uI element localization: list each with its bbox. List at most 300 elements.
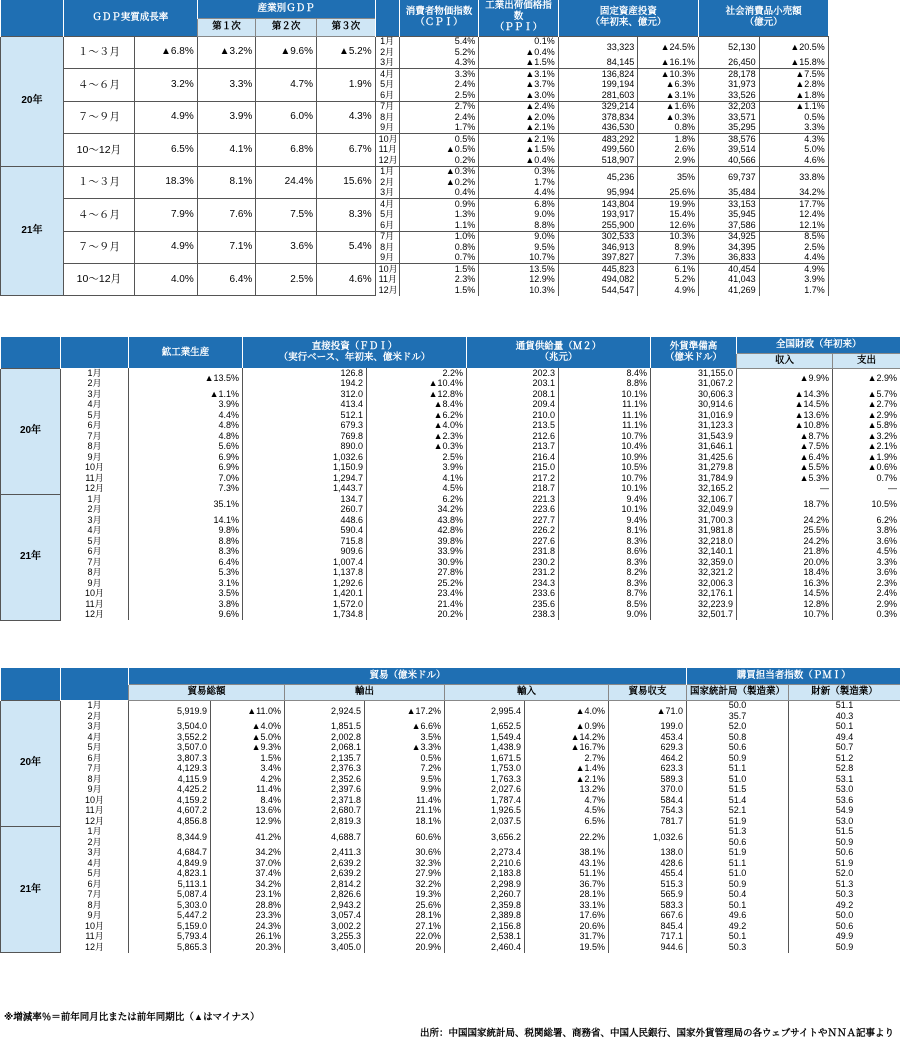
fai-growth: 19.9% (638, 199, 699, 210)
retail-growth: 33.8% (759, 166, 828, 188)
ppi-value: ▲1.5% (479, 58, 559, 69)
ppi-value: 0.3% (479, 166, 559, 177)
nbs-pmi: 50.6 (687, 837, 789, 848)
nbs-pmi: 51.1 (687, 764, 789, 775)
month-label: 9月 (61, 785, 129, 796)
retail-value: 33,571 (699, 112, 760, 123)
retail-growth: 34.2% (759, 188, 828, 199)
m2-growth: 10.5% (559, 463, 651, 474)
economic-table-3 (0, 668, 900, 953)
fx-reserves: 32,049.9 (651, 505, 737, 516)
imports-value: 2,210.6 (445, 858, 525, 869)
fiscal-revenue: 16.3% (737, 578, 833, 589)
fiscal-expenditure: 0.3% (833, 610, 900, 621)
fai-value: 499,560 (558, 145, 638, 156)
exports-value: 2,002.8 (285, 732, 365, 743)
caixin-pmi: 53.0 (789, 816, 900, 827)
primary-gdp: 6.4% (197, 264, 256, 296)
fai-value: 302,533 (558, 231, 638, 242)
exports-value: 2,068.1 (285, 743, 365, 754)
m2-value: 238.3 (467, 610, 559, 621)
month-label: 2月 (375, 177, 399, 188)
table-row (1, 764, 900, 775)
m2-growth: 10.1% (559, 389, 651, 400)
exports-growth: 32.2% (365, 879, 445, 890)
table-row (1, 858, 900, 869)
fdi-growth: 4.1% (367, 473, 467, 484)
year-label: 21年 (1, 827, 61, 953)
fdi-growth: 30.9% (367, 557, 467, 568)
trade-total: 4,823.1 (129, 869, 211, 880)
pmi-header: 購買担当者指数（ＰＭＩ） (687, 668, 900, 684)
quarter-label: ７～９月 (63, 101, 134, 134)
m2-growth: 9.4% (559, 494, 651, 505)
m2-growth: 8.3% (559, 557, 651, 568)
m2-header: 通貨供給量（Ｍ２） （兆元） (467, 337, 651, 368)
fdi-value: 1,734.8 (243, 610, 367, 621)
m2-value: 215.0 (467, 463, 559, 474)
retail-value: 34,925 (699, 231, 760, 242)
month-label: 3月 (375, 58, 399, 69)
retail-value: 31,973 (699, 80, 760, 91)
nbs-pmi: 50.1 (687, 932, 789, 943)
header-blank (1, 337, 61, 368)
trade-total: 3,507.0 (129, 743, 211, 754)
exports-growth: 60.6% (365, 827, 445, 848)
cpi-value: 0.8% (399, 242, 479, 253)
month-label: 6月 (61, 753, 129, 764)
table-row (1, 473, 900, 484)
trade-total-growth: ▲4.0% (211, 722, 285, 733)
retail-growth: ▲15.8% (759, 58, 828, 69)
table-row (1, 911, 900, 922)
m2-growth: 8.8% (559, 379, 651, 390)
fdi-value: 1,572.0 (243, 599, 367, 610)
table-row (1, 795, 900, 806)
retail-growth: 8.5% (759, 231, 828, 242)
economic-table-2 (0, 337, 900, 621)
cpi-value: 4.3% (399, 58, 479, 69)
m2-value: 227.6 (467, 536, 559, 547)
table-row (1, 134, 900, 145)
fai-value: 397,827 (558, 253, 638, 264)
month-label: 3月 (61, 515, 129, 526)
secondary-gdp: 6.8% (256, 134, 317, 167)
table-row (1, 400, 900, 411)
m2-value: 217.2 (467, 473, 559, 484)
retail-growth: 0.5% (759, 112, 828, 123)
secondary-gdp: ▲9.6% (256, 36, 317, 69)
fdi-growth: 4.5% (367, 484, 467, 495)
industrial-production: 3.1% (129, 578, 243, 589)
fx-reserves: 32,176.1 (651, 589, 737, 600)
imports-value: 2,460.4 (445, 942, 525, 953)
year-label: 21年 (1, 494, 61, 620)
trade-total: 4,684.7 (129, 848, 211, 859)
month-label: 8月 (375, 112, 399, 123)
table-row (1, 942, 900, 953)
nbs-pmi: 51.9 (687, 816, 789, 827)
exports-value: 3,255.3 (285, 932, 365, 943)
ppi-value: 4.4% (479, 188, 559, 199)
trade-total-growth: 26.1% (211, 932, 285, 943)
ppi-value: 8.8% (479, 220, 559, 231)
fiscal-expenditure: 2.4% (833, 589, 900, 600)
m2-growth: 8.3% (559, 578, 651, 589)
fiscal-expenditure: ▲0.6% (833, 463, 900, 474)
imports-value: 2,359.8 (445, 900, 525, 911)
trade-total-growth: 37.0% (211, 858, 285, 869)
industrial-production: 5.6% (129, 442, 243, 453)
fai-value: 33,323 (558, 36, 638, 58)
table-row (1, 484, 900, 495)
trade-total: 4,607.2 (129, 806, 211, 817)
table-row (1, 890, 900, 901)
exports-value: 2,819.3 (285, 816, 365, 827)
fdi-growth: ▲12.8% (367, 389, 467, 400)
fx-reserves: 32,218.0 (651, 536, 737, 547)
retail-value: 37,586 (699, 220, 760, 231)
fdi-growth: 34.2% (367, 505, 467, 516)
fdi-growth: 27.8% (367, 568, 467, 579)
trade-balance: 428.6 (609, 858, 687, 869)
month-label: 10月 (61, 589, 129, 600)
industrial-production: 5.3% (129, 568, 243, 579)
cpi-value: ▲0.5% (399, 145, 479, 156)
nbs-pmi: 52.1 (687, 806, 789, 817)
imports-growth: 33.1% (525, 900, 609, 911)
trade-total: 5,865.3 (129, 942, 211, 953)
table-row (1, 743, 900, 754)
quarter-label: 10～12月 (63, 264, 134, 296)
cpi-value: 2.5% (399, 90, 479, 101)
fiscal-expenditure: 3.8% (833, 526, 900, 537)
m2-growth: 8.1% (559, 526, 651, 537)
retail-growth: 4.9% (759, 264, 828, 275)
ppi-value: ▲3.1% (479, 69, 559, 80)
nbs-pmi-header: 国家統計局（製造業） (687, 684, 789, 700)
fiscal-expenditure: ▲2.7% (833, 400, 900, 411)
month-label: 4月 (61, 526, 129, 537)
m2-value: 230.2 (467, 557, 559, 568)
fdi-value: 715.8 (243, 536, 367, 547)
cpi-value: ▲0.3% (399, 166, 479, 177)
table-row (1, 166, 900, 177)
fiscal-expenditure: 3.6% (833, 536, 900, 547)
exports-growth: 9.9% (365, 785, 445, 796)
table-row (1, 410, 900, 421)
m2-value: 221.3 (467, 494, 559, 505)
fiscal-revenue: ▲10.8% (737, 421, 833, 432)
imports-value: 1,787.4 (445, 795, 525, 806)
month-label: 9月 (61, 911, 129, 922)
retail-growth: 4.3% (759, 134, 828, 145)
m2-value: 233.6 (467, 589, 559, 600)
industrial-production: 4.8% (129, 431, 243, 442)
m2-value: 231.8 (467, 547, 559, 558)
fai-value: 193,917 (558, 210, 638, 221)
trade-balance: 464.2 (609, 753, 687, 764)
fx-reserves: 31,981.8 (651, 526, 737, 537)
month-label: 8月 (61, 568, 129, 579)
trade-total-growth: ▲9.3% (211, 743, 285, 754)
trade-balance: 623.3 (609, 764, 687, 775)
month-label: 2月 (61, 379, 129, 390)
ppi-value: ▲1.5% (479, 145, 559, 156)
fiscal-revenue: 10.7% (737, 610, 833, 621)
trade-balance: 944.6 (609, 942, 687, 953)
m2-value: 216.4 (467, 452, 559, 463)
m2-value: 208.1 (467, 389, 559, 400)
trade-balance: 583.3 (609, 900, 687, 911)
secondary-gdp: 6.0% (256, 101, 317, 134)
fdi-value: 1,032.6 (243, 452, 367, 463)
imports-growth: 20.6% (525, 921, 609, 932)
caixin-pmi: 50.7 (789, 743, 900, 754)
cpi-value: 1.5% (399, 264, 479, 275)
source-note: 出所：中国国家統計局、税関総署、商務省、中国人民銀行、国家外貨管理局の各ウェブサイトやＮＮＡ記事より (420, 1028, 894, 1039)
industrial-production: 3.5% (129, 589, 243, 600)
fiscal-revenue: ▲5.5% (737, 463, 833, 474)
fai-growth: 1.8% (638, 134, 699, 145)
fai-growth: 0.8% (638, 123, 699, 134)
fiscal-revenue: 24.2% (737, 515, 833, 526)
caixin-pmi-header: 財新（製造業） (789, 684, 900, 700)
fx-reserves: 31,646.1 (651, 442, 737, 453)
cpi-value: 2.4% (399, 112, 479, 123)
exports-value: 2,639.2 (285, 869, 365, 880)
trade-total: 8,344.9 (129, 827, 211, 848)
fdi-value: 1,294.7 (243, 473, 367, 484)
exports-growth: 32.3% (365, 858, 445, 869)
exports-value: 2,943.2 (285, 900, 365, 911)
m2-growth: 11.1% (559, 400, 651, 411)
nbs-pmi: 51.0 (687, 869, 789, 880)
m2-value: 213.5 (467, 421, 559, 432)
trade-balance: ▲71.0 (609, 700, 687, 722)
trade-total-growth: 24.3% (211, 921, 285, 932)
cpi-value: 1.5% (399, 285, 479, 296)
m2-growth: 9.0% (559, 610, 651, 621)
exports-value: 2,639.2 (285, 858, 365, 869)
fdi-value: 769.8 (243, 431, 367, 442)
imports-growth: 36.7% (525, 879, 609, 890)
exports-value: 2,397.6 (285, 785, 365, 796)
fdi-growth: 2.5% (367, 452, 467, 463)
secondary-gdp: 7.5% (256, 199, 317, 232)
retail-growth: ▲1.8% (759, 90, 828, 101)
retail-header: 社会消費品小売額 （億元） (699, 0, 829, 36)
gdp-header: ＧＤＰ実質成長率 (63, 0, 197, 36)
exports-value: 2,814.2 (285, 879, 365, 890)
exports-value: 4,688.7 (285, 827, 365, 848)
month-label: 12月 (61, 610, 129, 621)
caixin-pmi: 53.6 (789, 795, 900, 806)
imports-value: 2,260.7 (445, 890, 525, 901)
gdp-growth: 4.9% (134, 231, 197, 264)
imports-growth: 43.1% (525, 858, 609, 869)
table-row (1, 879, 900, 890)
exports-growth: 25.6% (365, 900, 445, 911)
nbs-pmi: 50.6 (687, 743, 789, 754)
m2-value: 223.6 (467, 505, 559, 516)
fdi-value: 1,292.6 (243, 578, 367, 589)
retail-value: 33,153 (699, 199, 760, 210)
imports-value: 2,027.6 (445, 785, 525, 796)
retail-growth: 4.4% (759, 253, 828, 264)
ppi-value: 6.8% (479, 199, 559, 210)
gdp-growth: 6.5% (134, 134, 197, 167)
header-blank-month (61, 668, 129, 700)
fx-reserves: 30,914.6 (651, 400, 737, 411)
caixin-pmi: 40.3 (789, 711, 900, 722)
imports-value: 2,037.5 (445, 816, 525, 827)
fai-growth: 2.9% (638, 155, 699, 166)
trade-balance: 754.3 (609, 806, 687, 817)
month-label: 9月 (375, 253, 399, 264)
fdi-growth: 43.8% (367, 515, 467, 526)
trade-header: 貿易（億米ドル） (129, 668, 687, 684)
nbs-pmi: 50.9 (687, 753, 789, 764)
imports-value: 1,549.4 (445, 732, 525, 743)
fdi-value: 1,150.9 (243, 463, 367, 474)
fai-growth: 6.1% (638, 264, 699, 275)
caixin-pmi: 51.9 (789, 858, 900, 869)
exports-value: 3,057.4 (285, 911, 365, 922)
retail-value: 41,043 (699, 275, 760, 286)
ppi-value: 1.7% (479, 177, 559, 188)
trade-total: 4,856.8 (129, 816, 211, 827)
fiscal-revenue: ▲7.5% (737, 442, 833, 453)
exports-growth: ▲3.3% (365, 743, 445, 754)
trade-total: 5,087.4 (129, 890, 211, 901)
month-label: 7月 (61, 431, 129, 442)
cpi-value: ▲0.2% (399, 177, 479, 188)
month-label: 4月 (375, 199, 399, 210)
exports-value: 3,002.2 (285, 921, 365, 932)
primary-gdp: 3.3% (197, 69, 256, 102)
m2-value: 210.0 (467, 410, 559, 421)
fdi-value: 679.3 (243, 421, 367, 432)
caixin-pmi: 53.0 (789, 785, 900, 796)
month-label: 10月 (61, 795, 129, 806)
month-label: 1月 (61, 494, 129, 505)
retail-value: 35,295 (699, 123, 760, 134)
fdi-growth: 25.2% (367, 578, 467, 589)
nbs-pmi: 50.1 (687, 900, 789, 911)
trade-balance: 781.7 (609, 816, 687, 827)
ppi-value: 12.9% (479, 275, 559, 286)
trade-balance: 565.9 (609, 890, 687, 901)
fdi-value: 413.4 (243, 400, 367, 411)
caixin-pmi: 52.8 (789, 764, 900, 775)
trade-balance: 667.6 (609, 911, 687, 922)
fx-reserves: 32,359.0 (651, 557, 737, 568)
ppi-value: ▲3.7% (479, 80, 559, 91)
exports-growth: 18.1% (365, 816, 445, 827)
cpi-value: 0.4% (399, 188, 479, 199)
month-label: 7月 (61, 890, 129, 901)
primary-gdp: 7.6% (197, 199, 256, 232)
ppi-value: 10.3% (479, 285, 559, 296)
fiscal-revenue: ▲9.9% (737, 368, 833, 389)
nbs-pmi: 51.9 (687, 848, 789, 859)
retail-value: 34,395 (699, 242, 760, 253)
industrial-production: 8.3% (129, 547, 243, 558)
year-label: 20年 (1, 700, 61, 827)
exports-growth: 27.1% (365, 921, 445, 932)
fai-value: 378,834 (558, 112, 638, 123)
cpi-value: 1.7% (399, 123, 479, 134)
table-row (1, 526, 900, 537)
table-row (1, 722, 900, 733)
fai-growth: ▲16.1% (638, 58, 699, 69)
fiscal-expenditure: 0.7% (833, 473, 900, 484)
trade-total: 5,303.0 (129, 900, 211, 911)
month-label: 1月 (375, 36, 399, 47)
retail-value: 35,484 (699, 188, 760, 199)
fiscal-revenue: 25.5% (737, 526, 833, 537)
fdi-value: 448.6 (243, 515, 367, 526)
exports-growth: 7.2% (365, 764, 445, 775)
quarter-label: １～３月 (63, 166, 134, 199)
imports-growth: 19.5% (525, 942, 609, 953)
month-label: 12月 (61, 484, 129, 495)
trade-balance: 199.0 (609, 722, 687, 733)
exports-growth: 3.5% (365, 732, 445, 743)
imports-value: 1,671.5 (445, 753, 525, 764)
imports-value: 2,273.4 (445, 848, 525, 859)
fiscal-revenue: ▲14.5% (737, 400, 833, 411)
fdi-value: 512.1 (243, 410, 367, 421)
month-label: 1月 (61, 700, 129, 711)
ppi-value: ▲0.4% (479, 47, 559, 58)
table-row (1, 578, 900, 589)
trade-balance: 1,032.6 (609, 827, 687, 848)
month-label: 1月 (61, 368, 129, 379)
month-label: 7月 (375, 231, 399, 242)
fai-growth: 25.6% (638, 188, 699, 199)
trade-total-growth: 34.2% (211, 848, 285, 859)
cpi-value: 2.3% (399, 275, 479, 286)
fdi-value: 194.2 (243, 379, 367, 390)
retail-growth: 5.0% (759, 145, 828, 156)
month-label: 4月 (61, 858, 129, 869)
fai-value: 494,082 (558, 275, 638, 286)
nbs-pmi: 51.0 (687, 774, 789, 785)
imports-growth: 28.1% (525, 890, 609, 901)
fdi-growth: 42.8% (367, 526, 467, 537)
table-row (1, 69, 900, 80)
fdi-growth: 21.4% (367, 599, 467, 610)
fiscal-expenditure: ― (833, 484, 900, 495)
fai-value: 281,603 (558, 90, 638, 101)
ppi-value: ▲2.0% (479, 112, 559, 123)
table-row (1, 199, 900, 210)
fiscal-revenue: 12.8% (737, 599, 833, 610)
fdi-value: 1,420.1 (243, 589, 367, 600)
fiscal-revenue: 18.4% (737, 568, 833, 579)
retail-growth: 1.7% (759, 285, 828, 296)
fx-reserves: 31,700.3 (651, 515, 737, 526)
imports-value: 2,389.8 (445, 911, 525, 922)
exports-value: 2,376.3 (285, 764, 365, 775)
ppi-value: 9.5% (479, 242, 559, 253)
caixin-pmi: 52.0 (789, 869, 900, 880)
month-label: 6月 (375, 90, 399, 101)
exports-growth: 28.1% (365, 911, 445, 922)
fdi-growth: 6.2% (367, 494, 467, 505)
